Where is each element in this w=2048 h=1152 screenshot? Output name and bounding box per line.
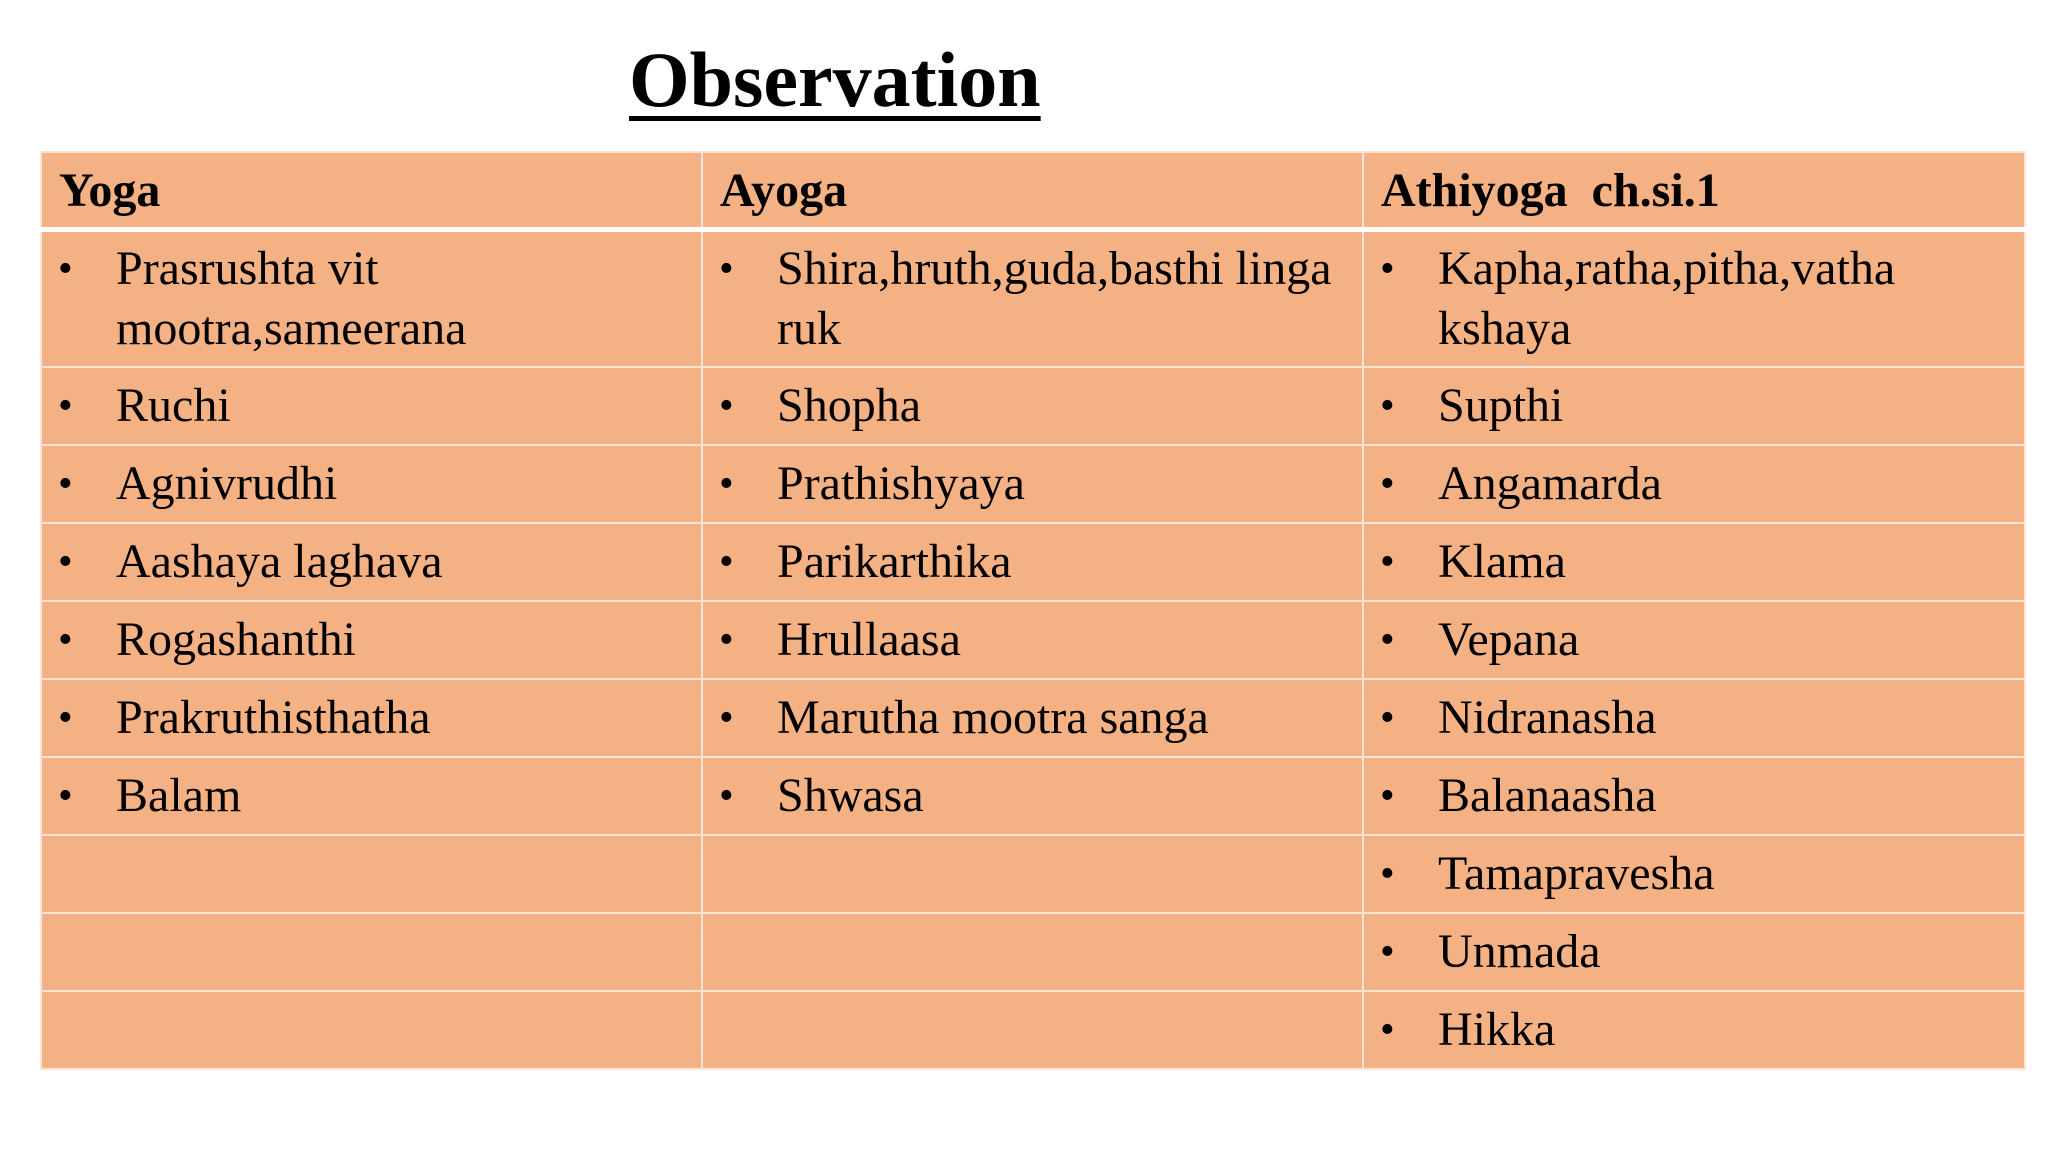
table-cell-athiyoga: [1363, 523, 2025, 601]
list-item: [42, 688, 701, 748]
list-item: [703, 532, 1362, 592]
list-item-text: Marutha mootra sanga: [777, 691, 1209, 744]
bullet-icon: •: [1380, 617, 1395, 663]
table-cell-yoga: [41, 913, 702, 991]
bullet-icon: •: [58, 773, 73, 819]
table-cell-ayoga: [702, 913, 1363, 991]
list-item: [703, 610, 1362, 670]
page-title: Observation: [629, 36, 1041, 123]
list-item-text: Aashaya laghava: [116, 535, 443, 588]
table-row: [41, 835, 2025, 913]
table-cell-ayoga: [702, 230, 1363, 368]
list-item: [1364, 610, 2024, 670]
list-item-text: Prasrushta vit mootra,sameerana: [116, 242, 467, 355]
list-item: [703, 454, 1362, 514]
bullet-icon: •: [719, 461, 734, 507]
table-cell-athiyoga: [1363, 757, 2025, 835]
table-cell-athiyoga: [1363, 601, 2025, 679]
table-row: [41, 679, 2025, 757]
list-item-text: Shira,hruth,guda,basthi linga ruk: [777, 242, 1332, 355]
list-item-text: Prathishyaya: [777, 457, 1025, 510]
bullet-icon: •: [719, 246, 734, 292]
list-item: [1364, 376, 2024, 436]
table-cell-ayoga: [702, 601, 1363, 679]
list-item-text: Supthi: [1438, 379, 1564, 432]
table-cell-athiyoga: [1363, 913, 2025, 991]
bullet-icon: •: [1380, 695, 1395, 741]
bullet-icon: •: [1380, 539, 1395, 585]
column-header-ayoga: Ayoga: [702, 152, 1363, 230]
bullet-icon: •: [58, 461, 73, 507]
bullet-icon: •: [1380, 773, 1395, 819]
list-item: [1364, 454, 2024, 514]
list-item-text: Ruchi: [116, 379, 231, 432]
column-header-yoga: Yoga: [41, 152, 702, 230]
list-item-text: Angamarda: [1438, 457, 1662, 510]
bullet-icon: •: [58, 383, 73, 429]
bullet-icon: •: [719, 773, 734, 819]
bullet-icon: •: [719, 617, 734, 663]
list-item: [1364, 766, 2024, 826]
table-cell-athiyoga: [1363, 367, 2025, 445]
table-cell-athiyoga: [1363, 230, 2025, 368]
list-item: [42, 239, 701, 359]
table-row: [41, 601, 2025, 679]
table-row: [41, 757, 2025, 835]
observation-table: [40, 151, 2026, 1070]
list-item-text: Parikarthika: [777, 535, 1012, 588]
list-item: [1364, 239, 2024, 359]
table-cell-yoga: [41, 835, 702, 913]
list-item: [703, 376, 1362, 436]
bullet-icon: •: [1380, 929, 1395, 975]
column-header-athiyoga: Athiyoga ch.si.1: [1363, 152, 2025, 230]
bullet-icon: •: [1380, 246, 1395, 292]
table-cell-ayoga: [702, 367, 1363, 445]
table-row: [41, 523, 2025, 601]
list-item-text: Hrullaasa: [777, 613, 961, 666]
bullet-icon: •: [1380, 1007, 1395, 1053]
table-row: [41, 991, 2025, 1069]
list-item-text: Shwasa: [777, 769, 924, 822]
list-item-text: Balanaasha: [1438, 769, 1657, 822]
bullet-icon: •: [1380, 851, 1395, 897]
bullet-icon: •: [1380, 461, 1395, 507]
list-item: [1364, 532, 2024, 592]
list-item-text: Unmada: [1438, 925, 1601, 978]
table-cell-athiyoga: [1363, 991, 2025, 1069]
list-item: [703, 766, 1362, 826]
list-item: [1364, 688, 2024, 748]
table-cell-athiyoga: [1363, 679, 2025, 757]
bullet-icon: •: [719, 695, 734, 741]
list-item-text: Prakruthisthatha: [116, 691, 431, 744]
table-row: [41, 230, 2025, 368]
bullet-icon: •: [719, 383, 734, 429]
list-item: [703, 239, 1362, 359]
table-row: [41, 367, 2025, 445]
list-item-text: Shopha: [777, 379, 921, 432]
table-cell-athiyoga: [1363, 835, 2025, 913]
list-item: [1364, 922, 2024, 982]
table-cell-yoga: [41, 445, 702, 523]
table-cell-yoga: [41, 367, 702, 445]
list-item-text: Kapha,ratha,pitha,vatha kshaya: [1438, 242, 1896, 355]
table-cell-yoga: [41, 991, 702, 1069]
list-item-text: Klama: [1438, 535, 1566, 588]
bullet-icon: •: [58, 617, 73, 663]
list-item-text: Rogashanthi: [116, 613, 356, 666]
list-item: [42, 766, 701, 826]
list-item: [42, 454, 701, 514]
list-item-text: Hikka: [1438, 1003, 1556, 1056]
table-cell-ayoga: [702, 523, 1363, 601]
table-cell-yoga: [41, 601, 702, 679]
table-cell-yoga: [41, 757, 702, 835]
table-cell-ayoga: [702, 757, 1363, 835]
table-row: [41, 445, 2025, 523]
table-cell-ayoga: [702, 445, 1363, 523]
table-cell-ayoga: [702, 679, 1363, 757]
list-item: [1364, 844, 2024, 904]
observation-table-body: [41, 152, 2025, 1069]
bullet-icon: •: [1380, 383, 1395, 429]
table-cell-athiyoga: [1363, 445, 2025, 523]
list-item-text: Tamapravesha: [1438, 847, 1715, 900]
bullet-icon: •: [719, 539, 734, 585]
table-header-row: [41, 152, 2025, 230]
table-cell-yoga: [41, 230, 702, 368]
list-item-text: Agnivrudhi: [116, 457, 338, 510]
list-item-text: Vepana: [1438, 613, 1580, 666]
list-item-text: Nidranasha: [1438, 691, 1657, 744]
list-item: [703, 688, 1362, 748]
list-item: [42, 376, 701, 436]
bullet-icon: •: [58, 695, 73, 741]
bullet-icon: •: [58, 539, 73, 585]
list-item: [42, 610, 701, 670]
table-cell-ayoga: [702, 835, 1363, 913]
table-cell-yoga: [41, 523, 702, 601]
table-cell-yoga: [41, 679, 702, 757]
list-item: [1364, 1000, 2024, 1060]
bullet-icon: •: [58, 246, 73, 292]
list-item: [42, 532, 701, 592]
list-item-text: Balam: [116, 769, 242, 822]
table-cell-ayoga: [702, 991, 1363, 1069]
table-row: [41, 913, 2025, 991]
